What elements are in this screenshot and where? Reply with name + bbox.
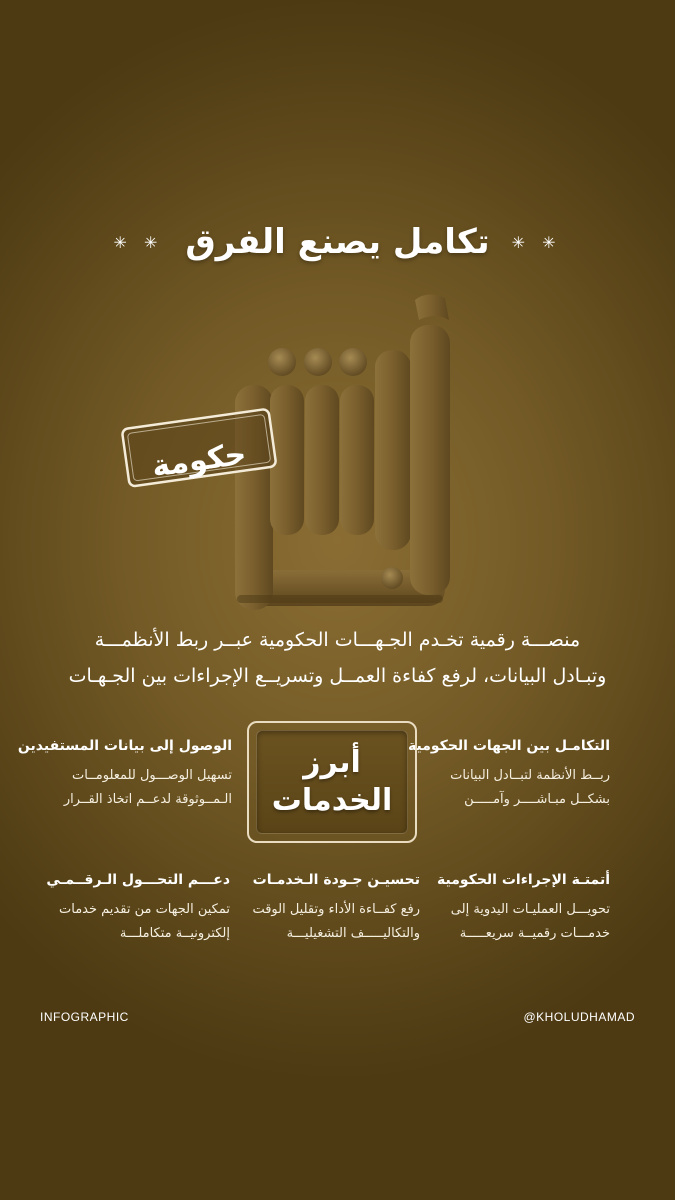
service-title: الوصول إلى بيانات المستفيدين bbox=[17, 738, 232, 754]
title-row bbox=[0, 212, 675, 272]
service-automation bbox=[420, 872, 610, 946]
key-services-box bbox=[247, 721, 417, 843]
description-line-1: منصـــة رقمية تخـدم الجـهـــات الحكومية عبــر ربط الأنظمـــة bbox=[94, 629, 581, 651]
service-title: تحسيـن جـودة الـخدمـات bbox=[252, 872, 420, 888]
sparkle-icon-left: ✳ ✳ bbox=[511, 232, 562, 252]
service-title: دعـــم التحـــول الـرقــمـي bbox=[46, 872, 230, 888]
service-desc-line: والتكاليـــــف التشغيليـــة bbox=[286, 926, 420, 941]
footer-infographic-label: INFOGRAPHIC bbox=[40, 1010, 129, 1024]
service-desc-line: رفع كفــاءة الأداء وتقليل الوقت bbox=[252, 902, 420, 917]
service-desc-line: تسهيل الوصـــول للمعلومــات bbox=[71, 768, 232, 783]
service-beneficiary-data bbox=[17, 738, 232, 812]
service-title: أتمتـة الإجراءات الحكومية bbox=[437, 872, 610, 888]
service-quality bbox=[230, 872, 420, 946]
service-desc-line: تحويـــل العمليـات اليدوية إلى bbox=[450, 902, 610, 917]
service-digital-transformation bbox=[40, 872, 230, 946]
description-line-2: وتبـادل البيانات، لرفع كفاءة العمــل وتسريــع الإجراءات بين الجـهـات bbox=[68, 665, 607, 687]
footer-author-handle: @KHOLUDHAMAD bbox=[523, 1010, 635, 1024]
description bbox=[50, 622, 625, 694]
service-title: التكامـل بين الجهات الحكومية bbox=[408, 738, 610, 754]
key-services-inner bbox=[256, 730, 408, 834]
stamp-label: حكومة bbox=[149, 436, 249, 484]
service-desc-line: إلكترونيــة متكاملـــة bbox=[119, 926, 230, 941]
service-desc-line: الـمــوثوقة لدعــم اتخاذ القــرار bbox=[63, 792, 232, 807]
page-title: تكامل يصنع الفرق bbox=[185, 222, 490, 262]
service-desc-line: تمكين الجهات من تقديم خدمات bbox=[59, 902, 230, 917]
key-services-line-1: أبرز bbox=[303, 745, 361, 780]
service-integration bbox=[408, 738, 610, 812]
service-desc-line: خدمـــات رقميــة سريعـــــة bbox=[459, 926, 610, 941]
service-desc-line: ربــط الأنظمة لتبــادل البيانات bbox=[450, 768, 610, 783]
service-desc-line: بشكــل مبـاشــــر وآمـــــن bbox=[464, 792, 610, 807]
key-services-line-2: الخدمات bbox=[271, 783, 393, 818]
sparkle-icon-right: ✳ ✳ bbox=[113, 232, 164, 252]
